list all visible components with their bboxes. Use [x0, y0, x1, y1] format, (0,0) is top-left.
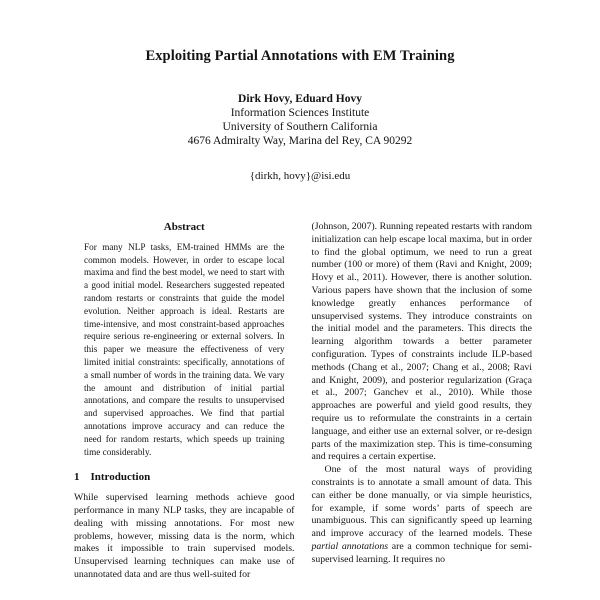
paragraph-2-italic-term: partial annotations [311, 540, 389, 552]
introduction-paragraph: While supervised learning methods achieve good performance in many NLP tasks, they are incapable of dealing with missing annotations. For most new problems, however, missing data is the norm, which makes it impossible to train supervised models. Unsupervised learning techniques can make use of unannotated data and are thus well-suited for [74, 492, 295, 580]
right-column-paragraph-2 [312, 464, 533, 566]
left-column [74, 221, 295, 582]
affiliation-institute: Information Sciences Institute [230, 107, 370, 119]
section-1-title: Introduction [90, 471, 151, 484]
two-column-body [74, 221, 532, 582]
paragraph-2-text: One of the most natural ways of providing constraints is to annotate a small amount of data. This can either be done manually, or via simple heuristics, for example, if some words’ parts of speech are unambiguous. This can significantly speed up learning and improve accuracy of the learned models. These [311, 464, 532, 540]
paragraph-2-text-continued: are a common technique for semi-supervised learning. It requires no [311, 540, 533, 565]
section-1-number: 1 [74, 471, 80, 484]
section-1-heading [74, 471, 295, 484]
author-email: {dirkh, hovy}@isi.edu [249, 170, 351, 182]
affiliation-university: University of Southern California [222, 121, 378, 133]
affiliation-address: 4676 Admiralty Way, Marina del Rey, CA 90292 [187, 135, 413, 147]
author-block [0, 92, 600, 148]
abstract-text: For many NLP tasks, EM-trained HMMs are the common models. However, in order to escape local maxima and find the best model, we need to start with a good initial model. Researchers suggested repeated random restarts or constraints that guide the model evolution. Neither approach is ideal. Restarts are time-intensive, and most constraint-based approaches require serious re-engineering or external solvers. In this paper we measure the effectiveness of very limited initial constraints: specifically, annotations of a small number of words in the training data. We vary the amount and distribution of initial partial annotations, and compare the results to unsupervised and supervised approaches. We find that partial annotations improve accuracy and can reduce the need for random restarts, which speeds up training time considerably. [84, 241, 285, 457]
abstract-heading: Abstract [163, 221, 205, 233]
paper-title: Exploiting Partial Annotations with EM Training [145, 48, 455, 64]
right-column-paragraph-1: (Johnson, 2007). Running repeated restarts with random initialization can help escape local maxima, but in order to find the global optimum, we need to run a great number (100 or more) of them (Ravi and Knight, 2009; Hovy et al., 2011). However, there is another solution. Various papers have shown that the inclusion of some knowledge greatly enhances performance of unsupervised systems. They introduce constraints on the initial model and the parameters. This directs the learning algorithm towards a better parameter configuration. Types of constraints include ILP-based methods (Chang et al., 2007; Chang et al., 2008; Ravi and Knight, 2009), and posterior regularization (Graça et al., 2007; Ganchev et al., 2010). While those approaches are powerful and yield good results, they require us to reformulate the constraints in a certain language, and either use an external solver, or re-design parts of the maximization step. This is time-consuming and requires a certain expertise. [311, 221, 532, 463]
right-column [312, 221, 533, 582]
author-names: Dirk Hovy, Eduard Hovy [238, 93, 362, 105]
